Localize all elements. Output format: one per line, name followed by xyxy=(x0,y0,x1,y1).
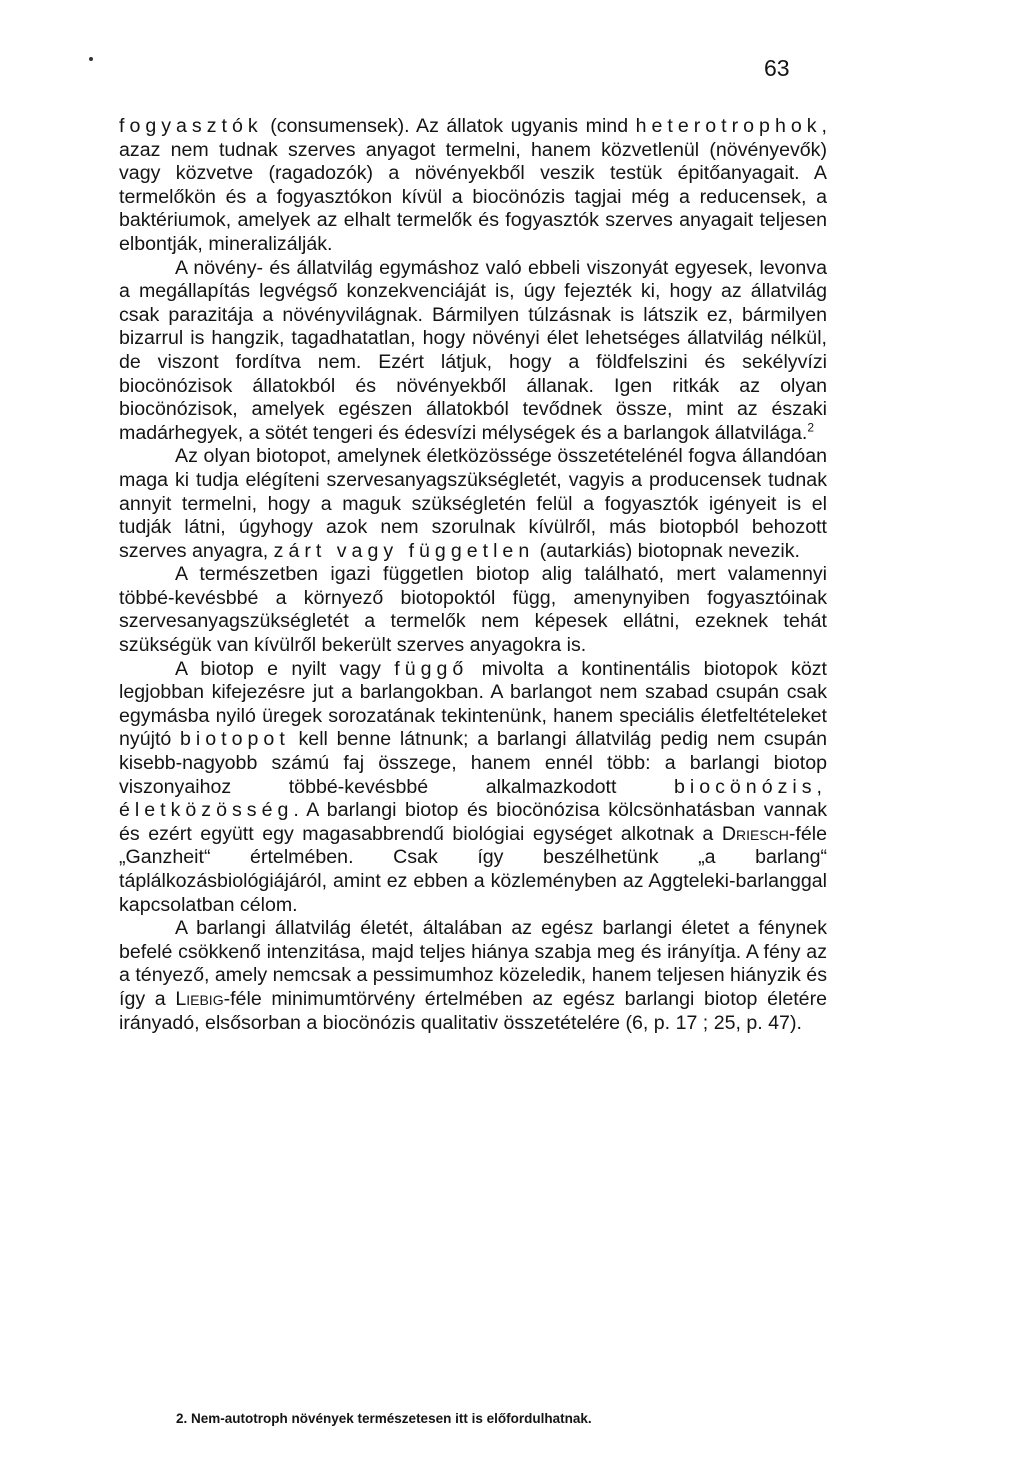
paragraph xyxy=(119,563,827,657)
paragraph xyxy=(119,917,827,1035)
emphasized-text: fogyasztók xyxy=(119,115,263,137)
emphasized-text: biocönózis, életközösség xyxy=(119,775,827,822)
text-run: Az olyan biotopot, amelynek életközössége összetételénél fogva állandóan maga ki tudja elégíteni szervesanyagszükségletét, vagyis a producensek tudnak annyit termelni, hogy a maguk szükségletén felül a fogyasztók igényeit is el tudják látni, úgyhogy azok nem szorulnak kívülről, más biotopból behozott szerves anyagra, xyxy=(119,445,827,562)
text-run: kell benne látnunk; a barlangi állatvilág pedig nem csupán kisebb-nagyobb számú faj összege, hanem ennél több: a barlangi biotop viszonyaihoz többé-kevésbbé alkalmazkodott xyxy=(119,728,827,798)
emphasized-text: zárt vagy független xyxy=(273,539,535,562)
text-run: A növény- és állatvilág egymáshoz való ebbeli viszonyát egyesek, levonva a megállapítás legvégső konzekvenciáját is, úgy fejezték ki, hogy az állatvilág csak parazitája a növényvilágnak. Bármilyen túlzásnak is látszik ez, bármilyen bizarrul is hangzik, tagadhatatlan, hogy növényi élet lehetséges állatvilág nélkül, de viszont fordítva nem. Ezért látjuk, hogy a földfelszini és sekélyvízi biocönózisok állatokból és növényekből állanak. Igen ritkák az olyan biocönózisok, amelyek egészen állatokból tevődnek össze, mint az északi madárhegyek, a sötét tengeri és édesvízi mélységek és a barlangok állatvilága. xyxy=(119,256,827,444)
text-run: -féle minimumtörvény értelmében az egész barlangi biotop életére irányadó, elsősorban a biocönózis qualitativ összetételére (6, p. 17 ; 25, p. 47). xyxy=(119,987,827,1034)
stray-dot-mark xyxy=(89,57,93,61)
text-run: A biotop e nyilt vagy xyxy=(175,657,395,680)
body-text xyxy=(119,115,827,1035)
text-run: (consumensek). Az állatok ugyanis mind xyxy=(262,115,636,137)
page-number: 63 xyxy=(764,55,790,81)
author-name: Driesch xyxy=(721,822,789,845)
footnote-ref: 2 xyxy=(807,420,815,435)
text-run: A természetben igazi független biotop alig található, mert valamennyi többé-kevésbbé a környező biotopoktól függ, amenynyiben fogyasztóinak szervesanyagszükségletét a termelők nem képesek ellátni, ezeknek tehát szükségük van kívülről bekerült szerves anyagokra is. xyxy=(119,563,827,657)
emphasized-text: heterotrophok xyxy=(635,115,822,137)
paragraph xyxy=(119,658,827,918)
text-run: , azaz nem tudnak szerves anyagot termelni, hanem közvetlenül (növényevők) vagy közvetve (ragadozók) a növényekből veszik testük épitőanyagait. A termelőkön és a fogyasztókon kívül a biocönózis tagjai még a reducensek, a baktériumok, amelyek az elhalt termelők és fogyasztók szerves anyagait teljesen elbontják, mineralizálják. xyxy=(119,115,827,255)
text-run: (autarkiás) biotopnak nevezik. xyxy=(534,539,800,562)
emphasized-text: biotopot xyxy=(180,728,290,751)
footnote: 2. Nem-autotroph növények természetesen itt is előfordulhatnak. xyxy=(176,1411,592,1426)
text-run: A barlangi állatvilág életét, általában az egész barlangi életet a fénynek befelé csökkenő intenzitása, majd teljes hiánya szabja meg és irányítja. A fény az a tényező, amely nemcsak a pessimumhoz közeledik, hanem teljesen hiányzik és így a xyxy=(119,917,827,1010)
paragraph xyxy=(119,445,827,563)
author-name: Liebig xyxy=(175,987,224,1010)
text-run: mivolta a kontinentális biotopok közt legjobban kifejezésre jut a barlangokban. A barlangot nem szabad csupán csak egymásba nyiló üregek sorozatának tekintenünk, hanem speciális életfeltételeket nyújtó xyxy=(119,657,827,751)
emphasized-text: függő xyxy=(394,657,469,680)
text-run: . A barlangi biotop és biocönózisa kölcsönhatásban vannak és ezért együtt egy magasabbrendű biológiai egységet alkotnak a xyxy=(119,799,827,845)
paragraph xyxy=(119,257,827,446)
text-run: -féle „Ganzheit“ értelmében. Csak így beszélhetünk „a barlang“ táplálkozásbiológiájáról, amint ez ebben a közleményben az Aggteleki-barlanggal kapcsolatban célom. xyxy=(119,822,827,916)
paragraph xyxy=(119,115,827,257)
